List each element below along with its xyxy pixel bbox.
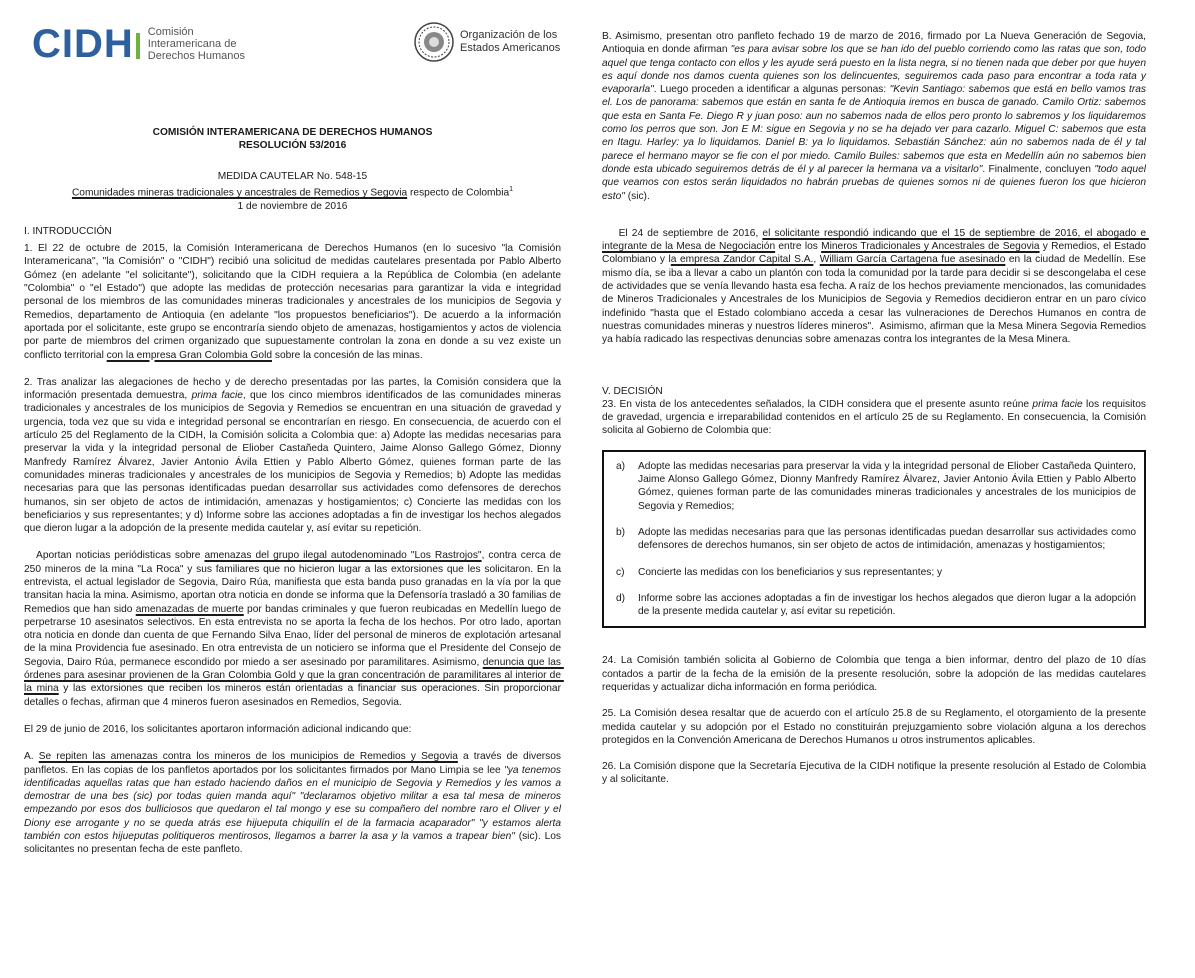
paragraph-26: 26. La Comisión dispone que la Secretaría Ejecutiva de la CIDH notifique la presente resolución al Estado de Colombia y al solicitante. xyxy=(602,761,1146,786)
italic-run: "es para avisar sobre los que se han ido del pueblo corriendo como las ratas que son, todo aquel que tenga contacto con ellos y les ayude será puesto en la lista negra, si no tienen nada que deber por que huyen es aquí donde nos damos cuenta quienes son los delincuentes, seguiremos cada paso para encontrar a toda rata y evaporarla" xyxy=(602,44,1146,96)
italic-run: prima facie xyxy=(191,390,243,402)
text-run: entre los xyxy=(775,241,822,253)
page-header xyxy=(24,0,561,88)
paragraph-2 xyxy=(24,376,561,536)
medida-number: MEDIDA CAUTELAR No. 548-15 xyxy=(217,170,368,182)
underlined-run: William García Cartagena fue asesinado xyxy=(819,254,1006,266)
right-column xyxy=(602,30,1149,787)
oea-name-line: Estados Americanos xyxy=(460,42,561,54)
text-run: Aportan noticias periódisticas sobre xyxy=(24,550,205,562)
underlined-run: Se repiten las amenazas contra los mineros de los municipios de Remedios y Segovia xyxy=(38,751,458,763)
resolution-title xyxy=(24,126,561,153)
title-line1: COMISIÓN INTERAMERICANA DE DERECHOS HUMANOS xyxy=(152,127,433,138)
underlined-run: amenazas del grupo ilegal autodenominado "Los Rastrojos" xyxy=(204,550,482,562)
underlined-run: Mineros Tradicionales y Ancestrales de Segovia xyxy=(821,241,1040,253)
oea-name-line: Organización de los xyxy=(460,29,558,41)
item-text: Adopte las medidas necesarias para que las personas identificadas puedan desarrollar sus actividades como defensores de derechos humanos, sin ser objeto de actos de intimidación, amenazas y hostigamientos; xyxy=(638,526,1136,552)
italic-run: "todo aquel que veamos con estos serán liquidados no habrán pruebas de quienes somos ni de quienes fueron los que hicieron esto" xyxy=(602,163,1147,202)
title-line2: RESOLUCIÓN 53/2016 xyxy=(238,140,347,152)
subject-line xyxy=(24,183,561,200)
underlined-run: amenazadas de muerte xyxy=(135,603,244,615)
paragraph-24: 24. La Comisión también solicita al Gobierno de Colombia que tenga a bien informar, dentro del plazo de 10 días contados a partir de la fecha de la emisión de la presente resolución, sobre la adopción de las medidas cautelares requeridas y actualizar dicha información en forma periódica. xyxy=(602,655,1146,693)
subject-underlined: Comunidades mineras tradicionales y ancestrales de Remedios y Segovia xyxy=(71,187,408,199)
cidh-logo xyxy=(32,24,245,64)
text-run: en la ciudad de Medellín. Ese mismo día, se iba a llevar a cabo un plantón con toda la comunidad por la tarde para decidir si se descongelaba el cese de actividades que se venía llevando hasta esa fecha. A raíz de los hechos previamente mencionados, las comunidades de Mineros Tradicionales y Ancestrales de los Municipios de Segovia y Remedios decidieron entrar en un paro cívico indefinido "hasta que el Estado colombiano acceda a cesar las vulneraciones de Derechos Humanos en contra de nuestras comunidades mineras y nuestros líderes mineros". Asimismo, afirman que la Mesa Minera Segovia Remedios ya había radicado las respectivas denuncias sobre amenazas contra los integrantes de la Mesa Minera. xyxy=(602,254,1149,346)
item-marker: b) xyxy=(616,526,626,538)
decision-item-b xyxy=(616,526,1136,553)
decision-item-a xyxy=(616,460,1136,513)
item-text: Concierte las medidas con los beneficiarios y sus representantes; y xyxy=(638,566,943,578)
item-text: Adopte las medidas necesarias para preservar la vida y la integridad personal de Eliober Castañeda Quintero, Jaime Alonso Gallego Gómez, Dionny Manfredy Ramírez Álvarez, Javier Antonio Ávila Ettien y Pablo Alberto Gómez, quienes forman parte de las comunidades mineras tradicionales y ancestrales de los municipios de Segovia y Remedios; xyxy=(638,460,1136,512)
item-marker: d) xyxy=(616,592,626,604)
text-run: A. xyxy=(24,751,39,763)
oea-seal-icon xyxy=(414,22,454,62)
left-column xyxy=(24,0,564,857)
text-run: a través de diversos panfletos. En las copias de los panfletos aportados por los solicitantes firmados por Mano Limpia se lee xyxy=(24,751,561,776)
item-marker: c) xyxy=(616,566,625,578)
underlined-run: denuncia que las órdenes para asesinar provienen de la Gran Colombia Gold y que la gran concentración de paramilitares al interior de la mina xyxy=(24,656,564,695)
subject-rest: respecto de Colombia xyxy=(407,187,510,199)
cidh-name xyxy=(148,26,245,62)
text-run: , xyxy=(813,254,820,266)
paragraph-B xyxy=(602,30,1146,203)
text-run: 2. Tras analizar las alegaciones de hecho y de derecho presentadas por las partes, la Comisión considera que la información presentada demuestra, xyxy=(24,376,561,402)
paragraph-1 xyxy=(24,242,561,362)
text-run: y Remedios, el Estado Colombiano y l xyxy=(602,241,1149,266)
oea-logo xyxy=(414,22,560,62)
text-run: y las extorsiones que reciben los mineros están orientadas a financiar sus operaciones. Sin proporcionar detalles o fechas, afirman que 4 mineros fueron asesinados en Remedios, Segovia. xyxy=(24,683,564,708)
item-marker: a) xyxy=(616,460,626,472)
text-run: , contra cerca de 250 mineros de la mina "La Roca" y sus familiares que no hicieron lugar a las extorsiones que les solicitaron. En la entrevista, el actual legislador de Segovia, Dairo Rúa, manifiesta que esta banda puso granadas en la vía por la que transitan hacia la mina. Asimismo, aportan otra noticia en donde se informa que la Defensoría trasladó a 30 familias de Remedios que han sido xyxy=(24,550,564,615)
text-run: sobre la concesión de las minas. xyxy=(272,349,423,361)
text-run: . Finalmente, concluyen xyxy=(982,163,1095,175)
text-run: . Luego proceden a identificar a algunas personas: xyxy=(653,84,890,96)
text-run: por bandas criminales y que fueron reubicadas en Medellín luego de perpetrarse 10 asesinatos selectivos. En esta entrevista no se aporta la fecha de los hechos. Por otro lado, aportan otra noticia en donde dan cuenta de que Fernando Silva Enao, líder del personal de mineros de explotación artesanal de la mina Providencia fue asesinado. En otra entrevista de un noticiero se informa que el Presidente del Consejo de Segovia, Dairo Rúa, permanece escondido por miedo a ser asesinado por paramilitares. Asimismo, xyxy=(24,603,564,668)
text-run: 23. En vista de los antecedentes señalados, la CIDH considera que el presente asunto reúne xyxy=(602,398,1033,410)
underlined-run: a empresa Zandor Capital S.A. xyxy=(670,254,814,266)
paragraph-25: 25. La Comisión desea resaltar que de acuerdo con el artículo 25.8 de su Reglamento, el otorgamiento de la presente medida cautelar y su adopción por el Estado no constituirán prejuzgamiento sobre violación alguna a los derechos protegidos en la Convención Americana de Derechos Humanos u otros instrumentos aplicables. xyxy=(602,708,1146,746)
paragraph-A xyxy=(24,750,561,856)
text-run: (sic). Los solicitantes no presentan fecha de este panfleto. xyxy=(24,831,561,856)
decision-item-c xyxy=(616,566,1136,579)
paragraph-23 xyxy=(602,398,1146,438)
text-run: 1. El 22 de octubre de 2015, la Comisión Interamericana de Derechos Humanos (en lo sucesivo "la Comisión Interamericana", "la Comisión" o "CIDH") recibió una solicitud de medidas cautelares presentada por Pablo Alberto Gómez (en adelante "el solicitante"), solicitando que la CIDH requiera a la República de Colombia (en adelante "Colombia" o "el Estado") que adopte las medidas de protección necesarias para garantizar la vida e integridad personal de los miembros de las comunidades mineras tradicionales y ancestrales de los municipios de Segovia y Remedios, departamento de Antioquia (en adelante "los propuestos beneficiarios"). De acuerdo a la información aportada por el solicitante, este grupo se encontraría siendo objeto de amenazas, hostigamientos y actos de violencia por parte de miembros del crimen organizado que supuestamente controlan la zona en donde a su vez existe un conflicto territorial xyxy=(24,243,561,361)
item-text: Informe sobre las acciones adoptadas a fin de investigar los hechos alegados que dieron lugar a la adopción de la presente medida cautelar y, así evitar su repetición. xyxy=(638,592,1136,618)
text-run: los requisitos de gravedad, urgencia e irreparabilidad contenidos en el artículo 25 de su Reglamento. En consecuencia, la Comisión solicita al Gobierno de Colombia que: xyxy=(602,398,1146,437)
cidh-logo-text: CIDH xyxy=(32,22,134,66)
text-run: , que los cinco miembros identificados de las comunidades mineras tradicionales y ancestrales de los municipios de Segovia y Remedios se encuentran en una situación de gravedad y urgencia, toda vez que su vida e integridad personal se encontrarían en riesgo. En consecuencia, de acuerdo con el artículo 25 del Reglamento de la CIDH, la Comisión solicita a Colombia que: a) Adopte las medidas necesarias para preservar la vida y la integridad personal de Eliober Castañeda Quintero, Jaime Alonso Gallego Gómez, Dionny Manfredy Ramírez Álvarez, Javier Antonio Ávila Ettien y Pablo Alberto Gómez, quienes forman parte de las comunidades mineras tradicionales y ancestrales de los municipios de Segovia y Remedios; b) Adopte las medidas necesarias para que las personas identificadas puedan desarrollar sus actividades como defensores de derechos humanos, sin ser objeto de actos de intimidación, amenazas y hostigamientos; c) Concierte las medidas con los beneficiarios y sus representantes; y d) Informe sobre las acciones adoptadas a fin de investigar los hechos alegados que dieron lugar a la adopción de la presente medida cautelar y, así evitar su repetición. xyxy=(24,390,561,535)
italic-run: "Kevin Santiago: sabemos que está en bello vamos tras el. Los de panorama: sabemos que están en santa fe de Antioquia iremos en busca de ganado. Camilo Ortiz: sabemos que esta en Santa Fe. Diego R y juan poso: aun no sabemos nada de ellos pero pronto lo sabremos y los liquidaremos como los perros que son. Jon E M: sigue en Segovia y no se ha dejado ver para cazarlo. Miguel C: sabemos que esta en Itagu. Harley: ya lo liquidamos. Daniel B: ya lo liquidamos. Sebastián Sánchez: aún no sabemos nada de él y tal parece el hermano mayor se fie con el por miedo. Camilo Builes: sabemos que esta en Medellín aún no sabemos bien donde esta ubicado seguiremos detrás de él y al parecer la hermana va a visitarlo" xyxy=(602,84,1146,175)
decision-item-d xyxy=(616,592,1136,619)
resolution-subtitle xyxy=(24,170,561,213)
cidh-logo-bar xyxy=(136,33,140,59)
paragraph-C xyxy=(602,227,1149,347)
cidh-name-line: Derechos Humanos xyxy=(147,50,245,62)
footnote-mark: 1 xyxy=(509,185,514,193)
italic-run: "ya tenemos identificadas aquellas ratas que han estado haciendo daños en el municipio de Segovia y Remedios y les vamos a demostrar de una bes (sic) por todas quien manda aquí" "declaramos objetivo militar a esa tal mesa de mineros empezando por esos dos bulliciosos que quedaron el tal mongo y ese su compañero del nombre raro el Oliver y el Diony ese arrogante y no se queda atrás ese hijueputa chiquilín el de la farmacia acaparador" "y estamos alerta también con estos hijueputas politiqueros mentirosos, llegamos a barrer la asa y la vamos a trapear bien" xyxy=(24,764,561,843)
decision-box xyxy=(602,450,1146,629)
section-heading-intro: I. INTRODUCCIÓN xyxy=(24,225,112,237)
underlined-run: con la empresa Gran Colombia Gold xyxy=(106,349,273,361)
text-run: El 24 de septiembre de 2016, xyxy=(602,227,763,239)
cidh-name-line: Comisión xyxy=(147,26,194,38)
italic-run: prima facie xyxy=(1032,398,1083,410)
paragraph-3 xyxy=(24,549,564,709)
paragraph-4: El 29 de junio de 2016, los solicitantes aportaron información adicional indicando que: xyxy=(24,723,412,735)
oea-name xyxy=(460,29,560,55)
text-run: B. Asimismo, presentan otro panfleto fechado 19 de marzo de 2016, firmado por La Nueva Generación de Segovia, Antioquia en donde afirman xyxy=(602,31,1146,56)
cidh-logo-mark xyxy=(32,24,140,64)
text-run: (sic). xyxy=(624,190,650,202)
resolution-date: 1 de noviembre de 2016 xyxy=(237,200,348,212)
section-heading-decision: V. DECISIÓN xyxy=(602,385,663,397)
underlined-run: el solicitante respondió indicando que el 15 de septiembre de 2016, el abogado e integrante de la Mesa de Negociación xyxy=(602,227,1149,253)
cidh-name-line: Interamericana de xyxy=(147,38,237,50)
